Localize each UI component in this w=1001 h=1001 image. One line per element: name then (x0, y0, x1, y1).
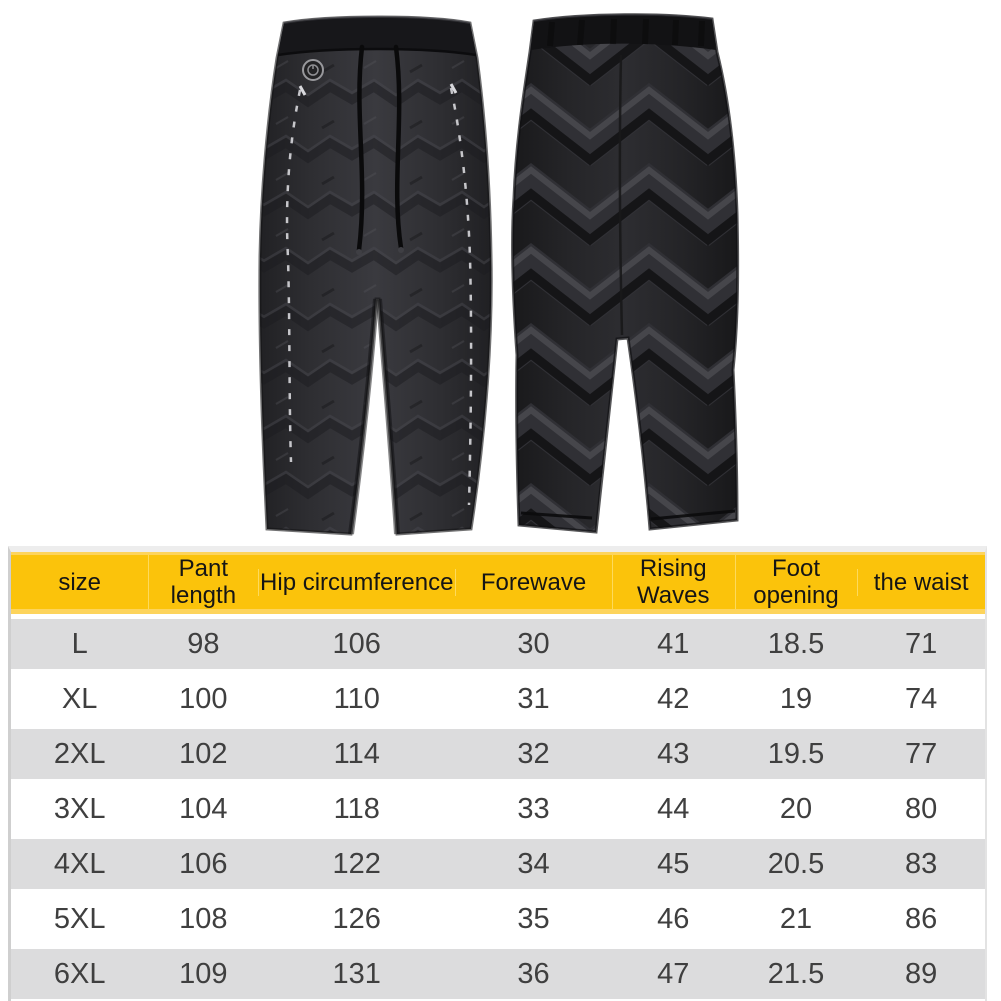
cell-value: 33 (517, 792, 550, 825)
header-cell-foot: Foot opening (735, 555, 858, 609)
cell-value: 19 (779, 682, 813, 715)
cell-value: 71 (905, 627, 938, 660)
cell-value: 32 (517, 737, 550, 770)
table-row-3xl (11, 784, 985, 834)
size-table-header (11, 552, 985, 614)
cell-value: 45 (657, 847, 690, 880)
cell-size: 6XL (53, 957, 106, 990)
cell-value: 41 (657, 627, 690, 660)
cell-value: 36 (517, 957, 550, 990)
cell-value: 110 (333, 682, 380, 715)
cell-value: 104 (179, 792, 228, 825)
cell-value: 21.5 (767, 957, 825, 990)
pants-front (260, 17, 491, 534)
cell-value: 20.5 (767, 847, 825, 880)
table-row-2xl (11, 729, 985, 779)
size-table (8, 546, 987, 1001)
cell-size: 3XL (53, 792, 106, 825)
cell-value: 86 (905, 902, 938, 935)
cell-value: 83 (905, 847, 938, 880)
table-row-5xl (11, 894, 985, 944)
table-row-l (11, 619, 985, 669)
table-row-xl (11, 674, 985, 724)
cell-size: XL (61, 682, 98, 715)
cell-value: 126 (332, 902, 381, 935)
cell-value: 30 (517, 627, 550, 660)
cell-value: 80 (905, 792, 938, 825)
cell-value: 131 (332, 957, 381, 990)
cell-value: 21 (779, 902, 813, 935)
cell-value: 102 (179, 737, 228, 770)
cell-value: 74 (905, 682, 938, 715)
header-cell-waist: the waist (857, 569, 985, 596)
cell-value: 34 (517, 847, 550, 880)
power-button-icon (303, 60, 323, 80)
cell-value: 98 (187, 627, 220, 660)
cell-value: 31 (517, 682, 550, 715)
cell-size: 2XL (53, 737, 106, 770)
cell-value: 35 (517, 902, 550, 935)
header-cell-size: size (58, 568, 101, 596)
cell-value: 47 (657, 957, 690, 990)
header-cell-pant-length: Pant length (148, 555, 258, 609)
cell-value: 122 (332, 847, 381, 880)
cell-value: 19.5 (767, 737, 825, 770)
cell-value: 18.5 (767, 627, 825, 660)
cell-value: 114 (333, 737, 380, 770)
header-cell-forewave: Forewave (455, 569, 612, 596)
cell-size: 5XL (53, 902, 106, 935)
cell-value: 77 (905, 737, 938, 770)
cell-value: 20 (779, 792, 813, 825)
cell-value: 46 (657, 902, 690, 935)
cell-size: L (71, 627, 88, 660)
cell-value: 108 (179, 902, 228, 935)
table-row-6xl (11, 949, 985, 999)
cell-size: 4XL (53, 847, 106, 880)
cell-value: 109 (179, 957, 228, 990)
header-cell-hip: Hip circumference (260, 568, 454, 596)
cell-value: 89 (905, 957, 938, 990)
cell-value: 100 (179, 682, 228, 715)
cell-value: 44 (657, 792, 690, 825)
cell-value: 106 (332, 627, 381, 660)
cell-value: 118 (333, 792, 380, 825)
cell-value: 43 (657, 737, 690, 770)
header-cell-rising: Rising Waves (612, 555, 735, 609)
cell-value: 42 (657, 682, 690, 715)
pants-back (513, 15, 738, 532)
cell-value: 106 (179, 847, 228, 880)
table-row-4xl (11, 839, 985, 889)
